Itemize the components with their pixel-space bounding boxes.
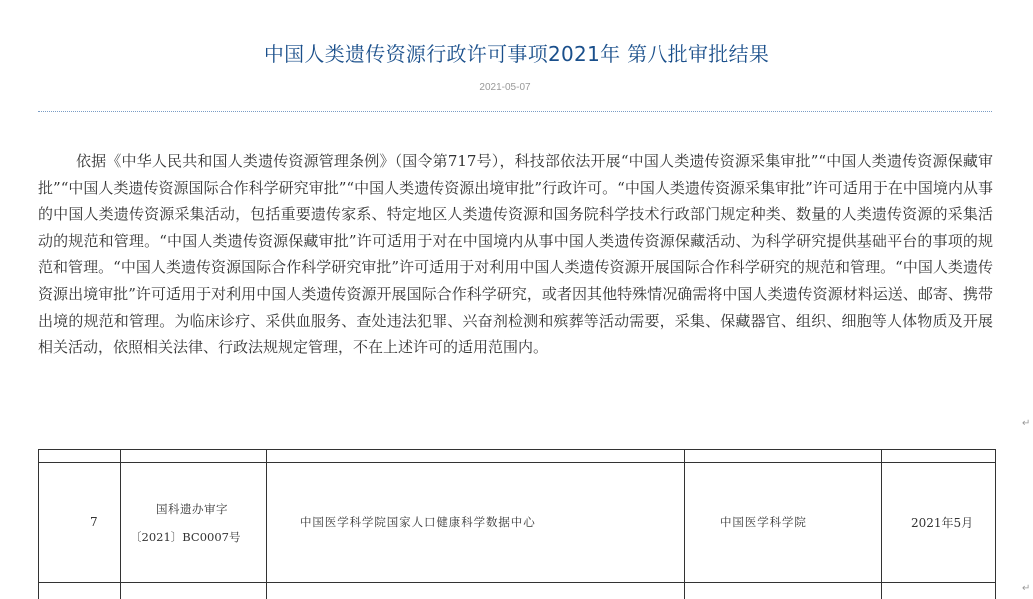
publish-date: 2021-05-07 [479, 82, 531, 93]
row-index: 7 [90, 515, 98, 529]
body-paragraph: 依据《中华人民共和国人类遗传资源管理条例》（国令第717号），科技部依法开展“中国人类遗传资源采集审批”“中国人类遗传资源保藏审批”“中国人类遗传资源国际合作科学研究审批”“中国人类遗传资源出境审批”行政许可。“中国人类遗传资源采集审批”许可适用于在中国境内从事的中国人类遗传资源采集活动，包括重要遗传家系、特定地区人类遗传资源和国务院科学技术行政部门规定种类、数量的人类遗传资源的采集活动的规范和管理。“中国人类遗传资源保藏审批”许可适用于对在中国境内从事中国人类遗传资源保藏活动、为科学研究提供基础平台的事项的规范和管理。“中国人类遗传资源国际合作科学研究审批”许可适用于对利用中国人类遗传资源开展国际合作科学研究的规范和管理。“中国人类遗传资源出境审批”许可适用于对利用中国人类遗传资源开展国际合作科学研究，或者因其他特殊情况确需将中国人类遗传资源材料运送、邮寄、携带出境的规范和管理。为临床诊疗、采供血服务、查处违法犯罪、兴奋剂检测和殡葬等活动需要，采集、保藏器官、组织、细胞等人体物质及开展相关活动，依照相关法律、行政法规规定管理，不在上述许可的适用范围内。 [38, 152, 993, 357]
table-rule-col [881, 449, 882, 599]
table-rule-col [266, 449, 267, 599]
page-title: 中国人类遗传资源行政许可事项2021年 第八批审批结果 [263, 42, 770, 66]
table-rule-row-bottom [38, 582, 996, 583]
approval-table [38, 449, 996, 599]
parent-unit: 中国医学科学院 [720, 515, 807, 529]
table-rule-top [38, 449, 996, 450]
table-rule-col [995, 449, 996, 599]
title-divider [38, 111, 992, 112]
institution-name: 中国医学科学院国家人口健康科学数据中心 [300, 515, 536, 529]
table-rule-col [120, 449, 121, 599]
approval-number-code: 〔2021〕BC0007号 [130, 530, 241, 544]
approval-time: 2021年5月 [911, 516, 974, 530]
approval-number: 国科遗办审字 [156, 502, 228, 516]
table-rule-col [684, 449, 685, 599]
table-rule-col [38, 449, 39, 599]
table-rule-row-top [38, 462, 996, 463]
paragraph-mark: ↵ [1022, 583, 1031, 594]
paragraph-mark: ↵ [1022, 418, 1031, 429]
